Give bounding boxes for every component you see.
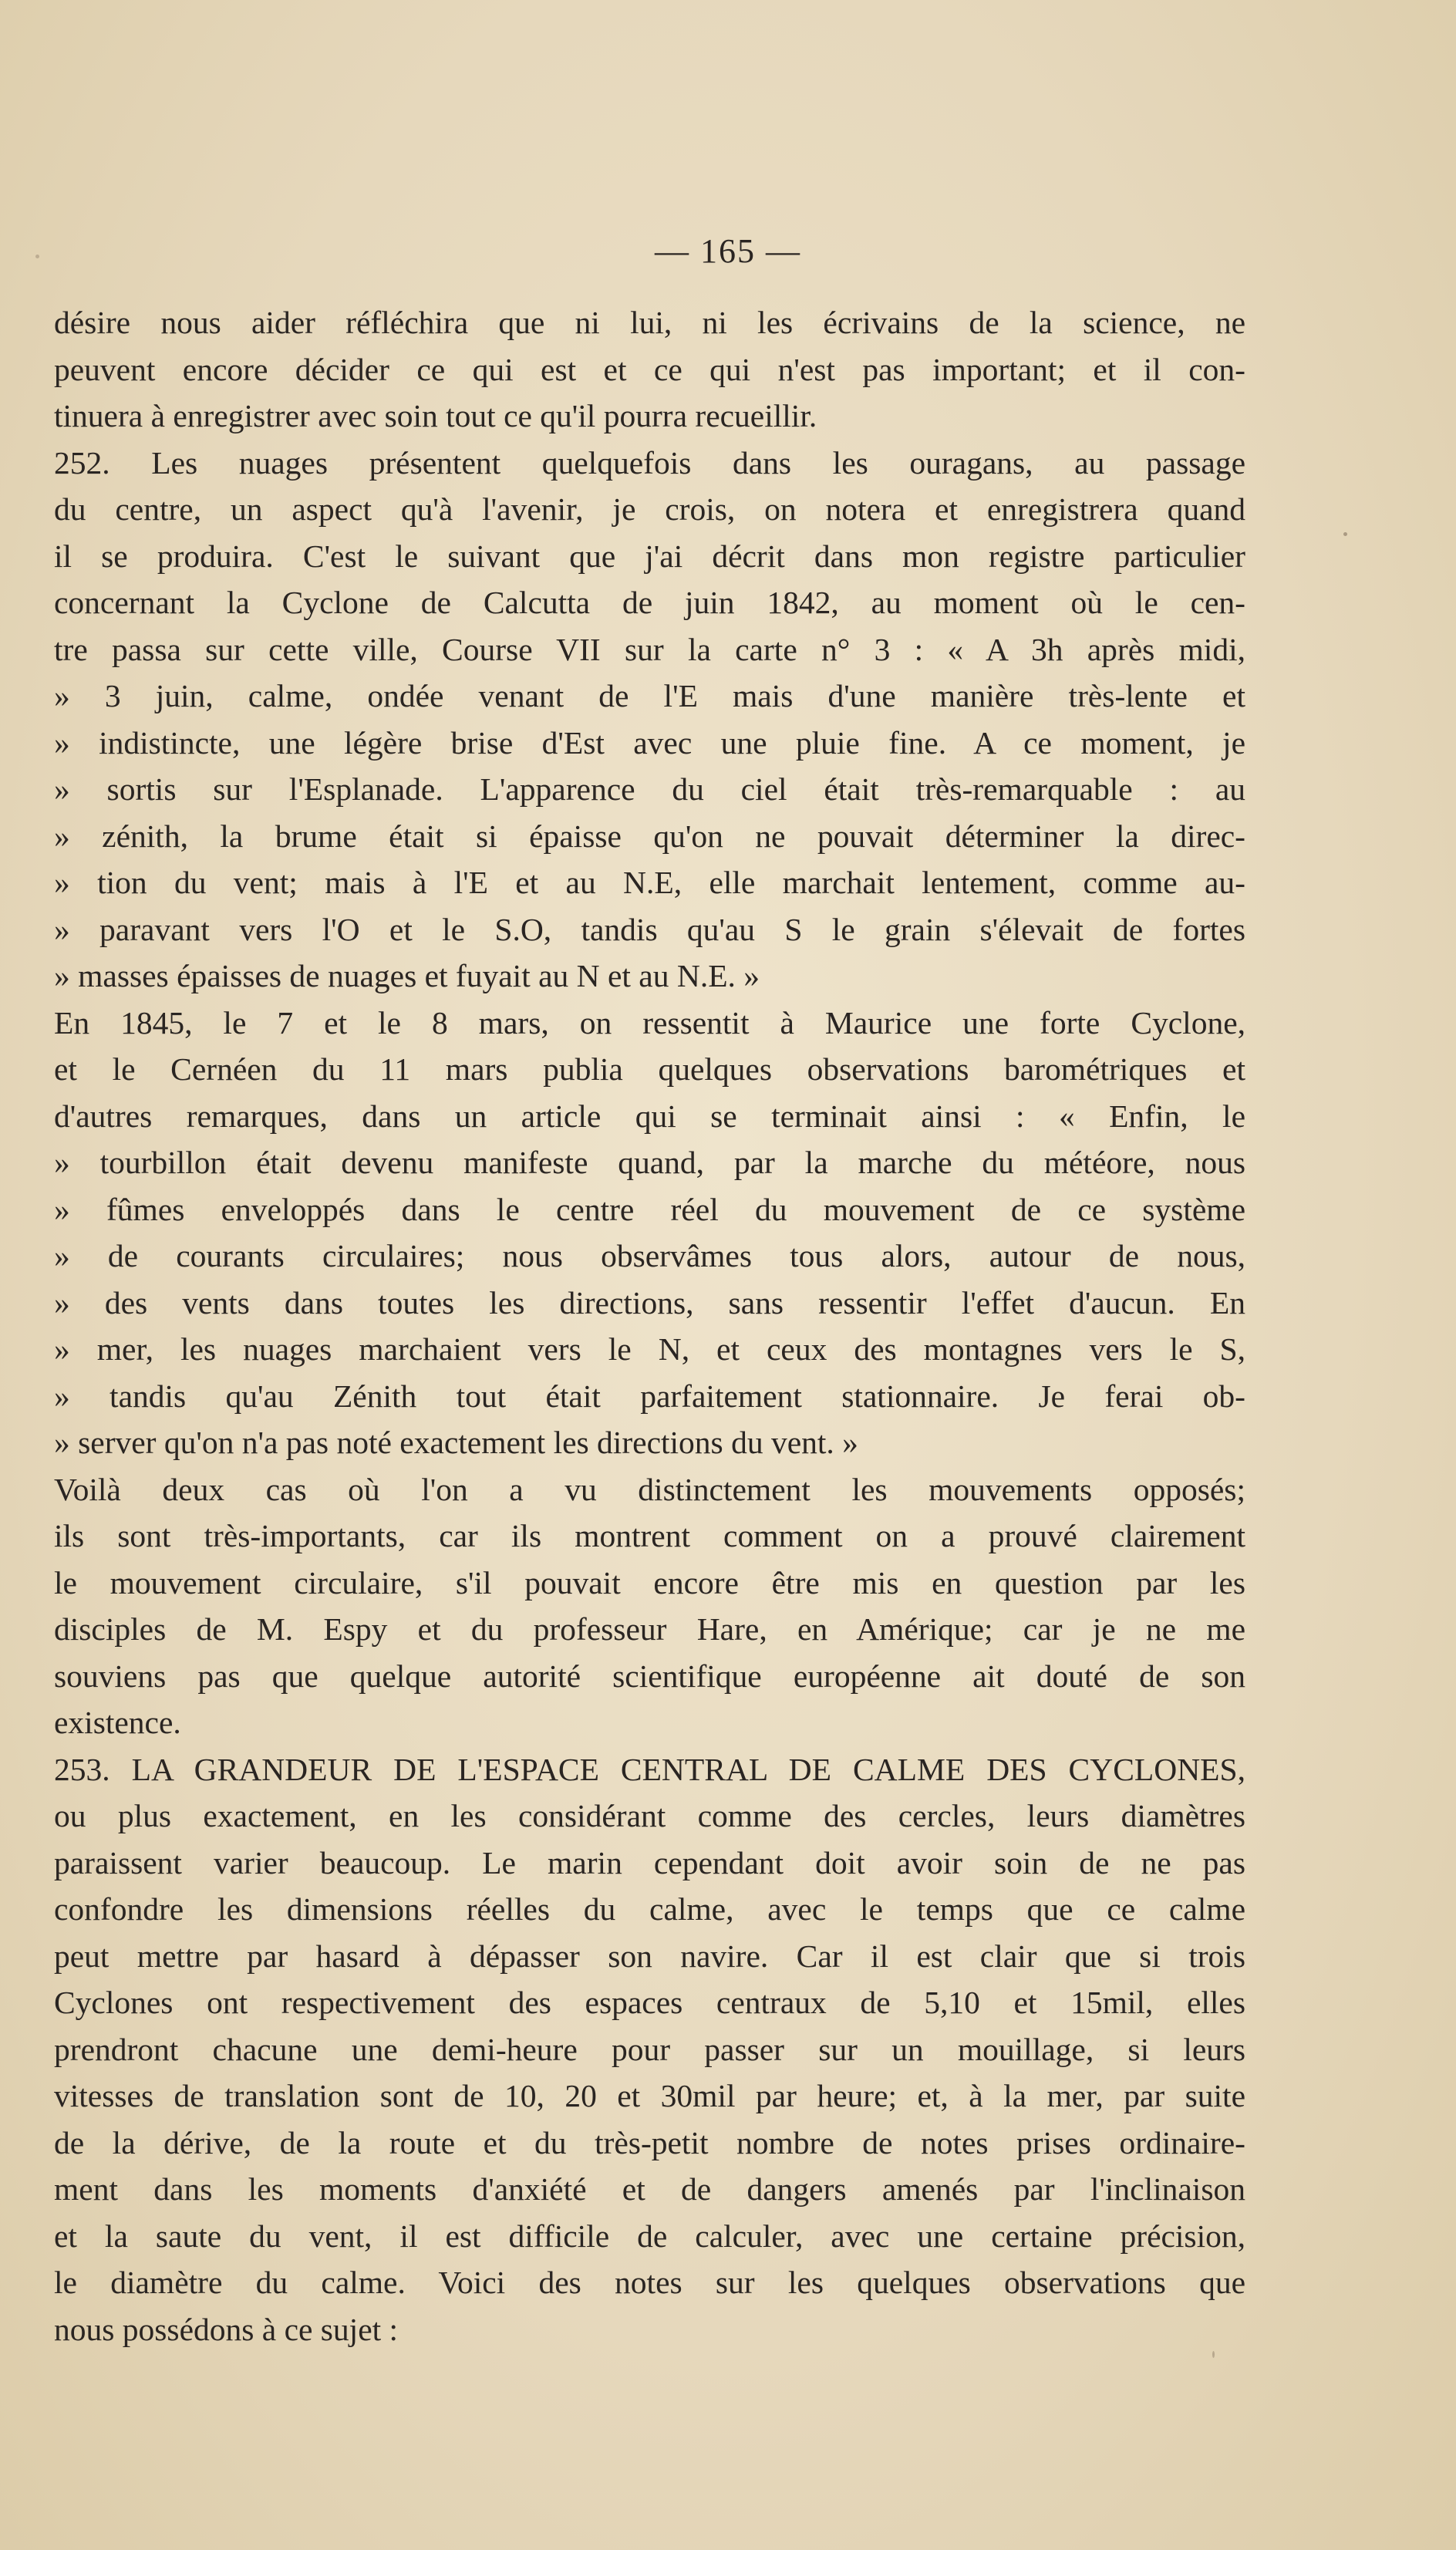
text-line: peut mettre par hasard à dépasser son navire. Car il est clair que si trois xyxy=(54,1938,1245,1974)
text-line: » tion du vent; mais à l'E et au N.E, elle marchait lentement, comme au- xyxy=(54,865,1245,900)
text-line: désire nous aider réfléchira que ni lui, ni les écrivains de la science, ne xyxy=(54,305,1245,340)
text-line: » masses épaisses de nuages et fuyait au N et au N.E. » xyxy=(54,958,760,993)
text-line: En 1845, le 7 et le 8 mars, on ressentit à Maurice une forte Cyclone, xyxy=(54,1004,1245,1041)
text-line: souviens pas que quelque autorité scientifique européenne ait douté de son xyxy=(54,1658,1245,1694)
section-heading-line: 253. LA GRANDEUR DE L'ESPACE CENTRAL DE CALME DES CYCLONES, xyxy=(54,1751,1245,1787)
text-line: et le Cernéen du 11 mars publia quelques observations barométriques et xyxy=(54,1051,1245,1087)
text-line: d'autres remarques, dans un article qui se terminait ainsi : « Enfin, le xyxy=(54,1098,1245,1134)
text-line: » tourbillon était devenu manifeste quand, par la marche du météore, nous xyxy=(54,1145,1245,1180)
text-line: ils sont très-importants, car ils montrent comment on a prouvé clairement xyxy=(54,1518,1245,1553)
text-line: ou plus exactement, en les considérant comme des cercles, leurs diamètres xyxy=(54,1798,1245,1833)
text-line: vitesses de translation sont de 10, 20 et 30mil par heure; et, à la mer, par suite xyxy=(54,2078,1245,2113)
text-line: » server qu'on n'a pas noté exactement les directions du vent. » xyxy=(54,1425,858,1460)
text-line: il se produira. C'est le suivant que j'ai décrit dans mon registre particulier xyxy=(54,538,1245,574)
page-number: — 165 — xyxy=(655,232,801,270)
text-line: » fûmes enveloppés dans le centre réel du mouvement de ce système xyxy=(54,1191,1245,1227)
text-line: Cyclones ont respectivement des espaces centraux de 5,10 et 15mil, elles xyxy=(54,1985,1245,2020)
text-line: prendront chacune une demi-heure pour passer sur un mouillage, si leurs xyxy=(54,2031,1245,2067)
text-line: » sortis sur l'Esplanade. L'apparence du ciel était très-remarquable : au xyxy=(54,771,1245,807)
text-line: » des vents dans toutes les directions, sans ressentir l'effet d'aucun. En xyxy=(54,1284,1245,1321)
body-text xyxy=(54,299,1245,2353)
text-line: tinuera à enregistrer avec soin tout ce qu'il pourra recueillir. xyxy=(54,398,817,433)
text-line: nous possédons à ce sujet : xyxy=(54,2311,399,2347)
text-line: » mer, les nuages marchaient vers le N, et ceux des montagnes vers le S, xyxy=(54,1331,1245,1367)
text-line: » paravant vers l'O et le S.O, tandis qu'au S le grain s'élevait de fortes xyxy=(54,911,1245,947)
text-line: confondre les dimensions réelles du calme, avec le temps que ce calme xyxy=(54,1891,1245,1927)
text-line: ment dans les moments d'anxiété et de dangers amenés par l'inclinaison xyxy=(54,2171,1245,2207)
text-line: » indistincte, une légère brise d'Est avec une pluie fine. A ce moment, je xyxy=(54,724,1245,761)
text-line: concernant la Cyclone de Calcutta de juin 1842, au moment où le cen- xyxy=(54,585,1245,620)
text-line: existence. xyxy=(54,1705,181,1740)
text-line: Voilà deux cas où l'on a vu distinctement les mouvements opposés; xyxy=(54,1471,1245,1507)
text-line: disciples de M. Espy et du professeur Hare, en Amérique; car je ne me xyxy=(54,1611,1245,1647)
text-line: 252. Les nuages présentent quelquefois dans les ouragans, au passage xyxy=(54,444,1245,481)
text-line: le mouvement circulaire, s'il pouvait encore être mis en question par les xyxy=(54,1564,1245,1600)
paper-speck xyxy=(35,255,39,258)
paper-speck xyxy=(1343,532,1347,536)
text-line: de la dérive, de la route et du très-petit nombre de notes prises ordinaire- xyxy=(54,2124,1245,2160)
text-line: » 3 juin, calme, ondée venant de l'E mais d'une manière très-lente et xyxy=(54,678,1245,713)
paper-speck xyxy=(1212,2351,1215,2358)
text-line: » zénith, la brume était si épaisse qu'on ne pouvait déterminer la direc- xyxy=(54,818,1245,854)
text-line: » tandis qu'au Zénith tout était parfaitement stationnaire. Je ferai ob- xyxy=(54,1378,1245,1414)
text-line: paraissent varier beaucoup. Le marin cependant doit avoir soin de ne pas xyxy=(54,1844,1245,1880)
text-line: tre passa sur cette ville, Course VII sur la carte n° 3 : « A 3h après midi, xyxy=(54,631,1245,667)
text-line: et la saute du vent, il est difficile de calculer, avec une certaine précision, xyxy=(54,2218,1245,2254)
text-line: du centre, un aspect qu'à l'avenir, je crois, on notera et enregistrera quand xyxy=(54,491,1245,527)
text-line: le diamètre du calme. Voici des notes sur les quelques observations que xyxy=(54,2265,1245,2300)
text-line: » de courants circulaires; nous observâmes tous alors, autour de nous, xyxy=(54,1238,1245,1273)
text-line: peuvent encore décider ce qui est et ce qui n'est pas important; et il con- xyxy=(54,351,1245,387)
